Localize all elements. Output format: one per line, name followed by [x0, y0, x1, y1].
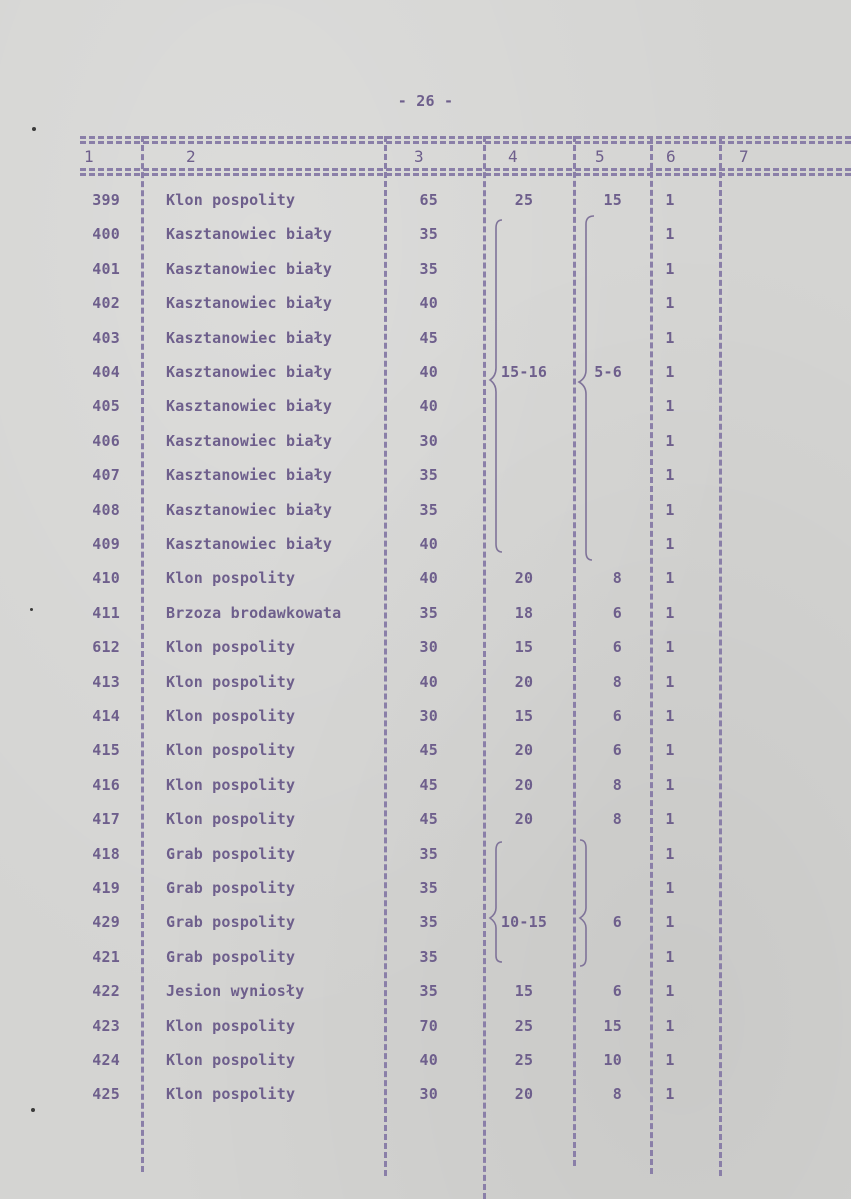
column-divider-2 [384, 136, 387, 1176]
value-col-6: 1 [665, 225, 675, 243]
column-divider-1 [141, 136, 144, 1172]
page-number: - 26 - [397, 92, 454, 110]
value-col-5: 6 [612, 982, 622, 1000]
value-col-6: 1 [665, 845, 675, 863]
row-number: 415 [92, 741, 120, 759]
value-col-6: 1 [665, 982, 675, 1000]
value-col-4: 15-16 [500, 363, 548, 381]
value-col-3: 35 [419, 260, 438, 278]
species-name: Klon pospolity [166, 1051, 296, 1069]
species-name: Klon pospolity [166, 191, 296, 209]
value-col-5: 15 [603, 1017, 622, 1035]
row-number: 423 [92, 1017, 120, 1035]
column-header-2: 2 [186, 147, 196, 166]
value-col-5: 5-6 [594, 363, 622, 381]
value-col-4: 25 [514, 1051, 534, 1069]
value-col-3: 30 [419, 707, 438, 725]
value-col-3: 40 [419, 397, 438, 415]
value-col-5: 8 [612, 776, 622, 794]
value-col-3: 45 [419, 810, 438, 828]
margin-speck [30, 608, 33, 611]
value-col-3: 35 [419, 948, 438, 966]
value-col-4: 15 [514, 638, 534, 656]
row-number: 400 [92, 225, 120, 243]
value-col-6: 1 [665, 501, 675, 519]
value-col-6: 1 [665, 466, 675, 484]
value-col-6: 1 [665, 294, 675, 312]
value-col-6: 1 [665, 1051, 675, 1069]
row-number: 408 [92, 501, 120, 519]
row-number: 399 [92, 191, 120, 209]
value-col-3: 35 [419, 845, 438, 863]
value-col-6: 1 [665, 1017, 675, 1035]
row-number: 403 [92, 329, 120, 347]
row-number: 612 [92, 638, 120, 656]
row-number: 413 [92, 673, 120, 691]
value-col-6: 1 [665, 913, 675, 931]
brace-col4-group-1 [486, 218, 510, 556]
value-col-6: 1 [665, 432, 675, 450]
value-col-5: 10 [603, 1051, 622, 1069]
species-name: Grab pospolity [166, 879, 296, 897]
brace-col5-group-2 [576, 838, 600, 970]
row-number: 421 [92, 948, 120, 966]
species-name: Klon pospolity [166, 1085, 296, 1103]
value-col-6: 1 [665, 329, 675, 347]
value-col-6: 1 [665, 569, 675, 587]
column-divider-5 [650, 136, 653, 1174]
value-col-3: 40 [419, 673, 438, 691]
value-col-4: 20 [514, 569, 534, 587]
species-name: Kasztanowiec biały [166, 535, 333, 553]
value-col-3: 40 [419, 1051, 438, 1069]
value-col-3: 35 [419, 913, 438, 931]
row-number: 410 [92, 569, 120, 587]
species-name: Klon pospolity [166, 776, 296, 794]
column-header-7: 7 [739, 147, 749, 166]
value-col-6: 1 [665, 948, 675, 966]
row-number: 425 [92, 1085, 120, 1103]
species-name: Klon pospolity [166, 741, 296, 759]
value-col-3: 35 [419, 879, 438, 897]
value-col-3: 70 [419, 1017, 438, 1035]
species-name: Kasztanowiec biały [166, 225, 333, 243]
value-col-3: 35 [419, 982, 438, 1000]
species-name: Grab pospolity [166, 913, 296, 931]
value-col-6: 1 [665, 879, 675, 897]
value-col-3: 35 [419, 225, 438, 243]
species-name: Kasztanowiec biały [166, 260, 333, 278]
value-col-4: 20 [514, 673, 534, 691]
row-number: 416 [92, 776, 120, 794]
brace-col5-group-1 [576, 214, 600, 564]
species-name: Grab pospolity [166, 948, 296, 966]
header-bottom-rule-2 [80, 173, 851, 176]
row-number: 419 [92, 879, 120, 897]
margin-speck [32, 127, 36, 131]
value-col-3: 30 [419, 638, 438, 656]
value-col-3: 40 [419, 363, 438, 381]
row-number: 404 [92, 363, 120, 381]
row-number: 424 [92, 1051, 120, 1069]
value-col-3: 30 [419, 432, 438, 450]
row-number: 414 [92, 707, 120, 725]
value-col-6: 1 [665, 741, 675, 759]
value-col-3: 45 [419, 776, 438, 794]
species-name: Kasztanowiec biały [166, 294, 333, 312]
value-col-6: 1 [665, 363, 675, 381]
species-name: Kasztanowiec biały [166, 363, 333, 381]
row-number: 429 [92, 913, 120, 931]
row-number: 411 [92, 604, 120, 622]
value-col-4: 15 [514, 982, 534, 1000]
value-col-5: 6 [612, 604, 622, 622]
value-col-5: 8 [612, 673, 622, 691]
value-col-3: 35 [419, 501, 438, 519]
value-col-3: 35 [419, 466, 438, 484]
species-name: Kasztanowiec biały [166, 397, 333, 415]
value-col-6: 1 [665, 810, 675, 828]
species-name: Kasztanowiec biały [166, 501, 333, 519]
row-number: 407 [92, 466, 120, 484]
value-col-5: 8 [612, 569, 622, 587]
value-col-4: 15 [514, 707, 534, 725]
value-col-3: 45 [419, 741, 438, 759]
column-header-1: 1 [84, 147, 94, 166]
row-number: 402 [92, 294, 120, 312]
column-header-4: 4 [508, 147, 518, 166]
column-header-6: 6 [666, 147, 676, 166]
value-col-3: 40 [419, 294, 438, 312]
value-col-4: 20 [514, 776, 534, 794]
species-name: Klon pospolity [166, 673, 296, 691]
value-col-6: 1 [665, 397, 675, 415]
value-col-5: 6 [612, 707, 622, 725]
table-top-rule [80, 136, 851, 139]
species-name: Klon pospolity [166, 707, 296, 725]
value-col-6: 1 [665, 535, 675, 553]
species-name: Kasztanowiec biały [166, 432, 333, 450]
value-col-3: 35 [419, 604, 438, 622]
value-col-5: 6 [612, 638, 622, 656]
value-col-5: 8 [612, 810, 622, 828]
row-number: 417 [92, 810, 120, 828]
species-name: Jesion wyniosły [166, 982, 305, 1000]
species-name: Klon pospolity [166, 638, 296, 656]
column-header-3: 3 [414, 147, 424, 166]
value-col-5: 15 [603, 191, 622, 209]
value-col-5: 6 [612, 913, 622, 931]
row-number: 422 [92, 982, 120, 1000]
brace-col4-group-2 [486, 840, 510, 966]
value-col-3: 65 [419, 191, 438, 209]
value-col-4: 25 [514, 1017, 534, 1035]
value-col-4: 10-15 [500, 913, 548, 931]
row-number: 401 [92, 260, 120, 278]
value-col-6: 1 [665, 673, 675, 691]
value-col-6: 1 [665, 1085, 675, 1103]
species-name: Grab pospolity [166, 845, 296, 863]
value-col-5: 6 [612, 741, 622, 759]
species-name: Kasztanowiec biały [166, 466, 333, 484]
value-col-6: 1 [665, 260, 675, 278]
value-col-4: 20 [514, 810, 534, 828]
species-name: Kasztanowiec biały [166, 329, 333, 347]
value-col-4: 25 [514, 191, 534, 209]
species-name: Klon pospolity [166, 569, 296, 587]
margin-speck [31, 1108, 35, 1112]
table-top-rule-2 [80, 141, 851, 144]
value-col-6: 1 [665, 638, 675, 656]
value-col-4: 20 [514, 741, 534, 759]
value-col-3: 45 [419, 329, 438, 347]
value-col-4: 18 [514, 604, 534, 622]
value-col-6: 1 [665, 707, 675, 725]
row-number: 405 [92, 397, 120, 415]
value-col-6: 1 [665, 604, 675, 622]
value-col-3: 40 [419, 569, 438, 587]
species-name: Brzoza brodawkowata [166, 604, 342, 622]
value-col-4: 20 [514, 1085, 534, 1103]
row-number: 409 [92, 535, 120, 553]
value-col-3: 30 [419, 1085, 438, 1103]
value-col-6: 1 [665, 776, 675, 794]
species-name: Klon pospolity [166, 1017, 296, 1035]
value-col-6: 1 [665, 191, 675, 209]
row-number: 418 [92, 845, 120, 863]
value-col-3: 40 [419, 535, 438, 553]
value-col-5: 8 [612, 1085, 622, 1103]
header-bottom-rule [80, 168, 851, 171]
row-number: 406 [92, 432, 120, 450]
species-name: Klon pospolity [166, 810, 296, 828]
column-divider-6 [719, 136, 722, 1176]
column-header-5: 5 [595, 147, 605, 166]
